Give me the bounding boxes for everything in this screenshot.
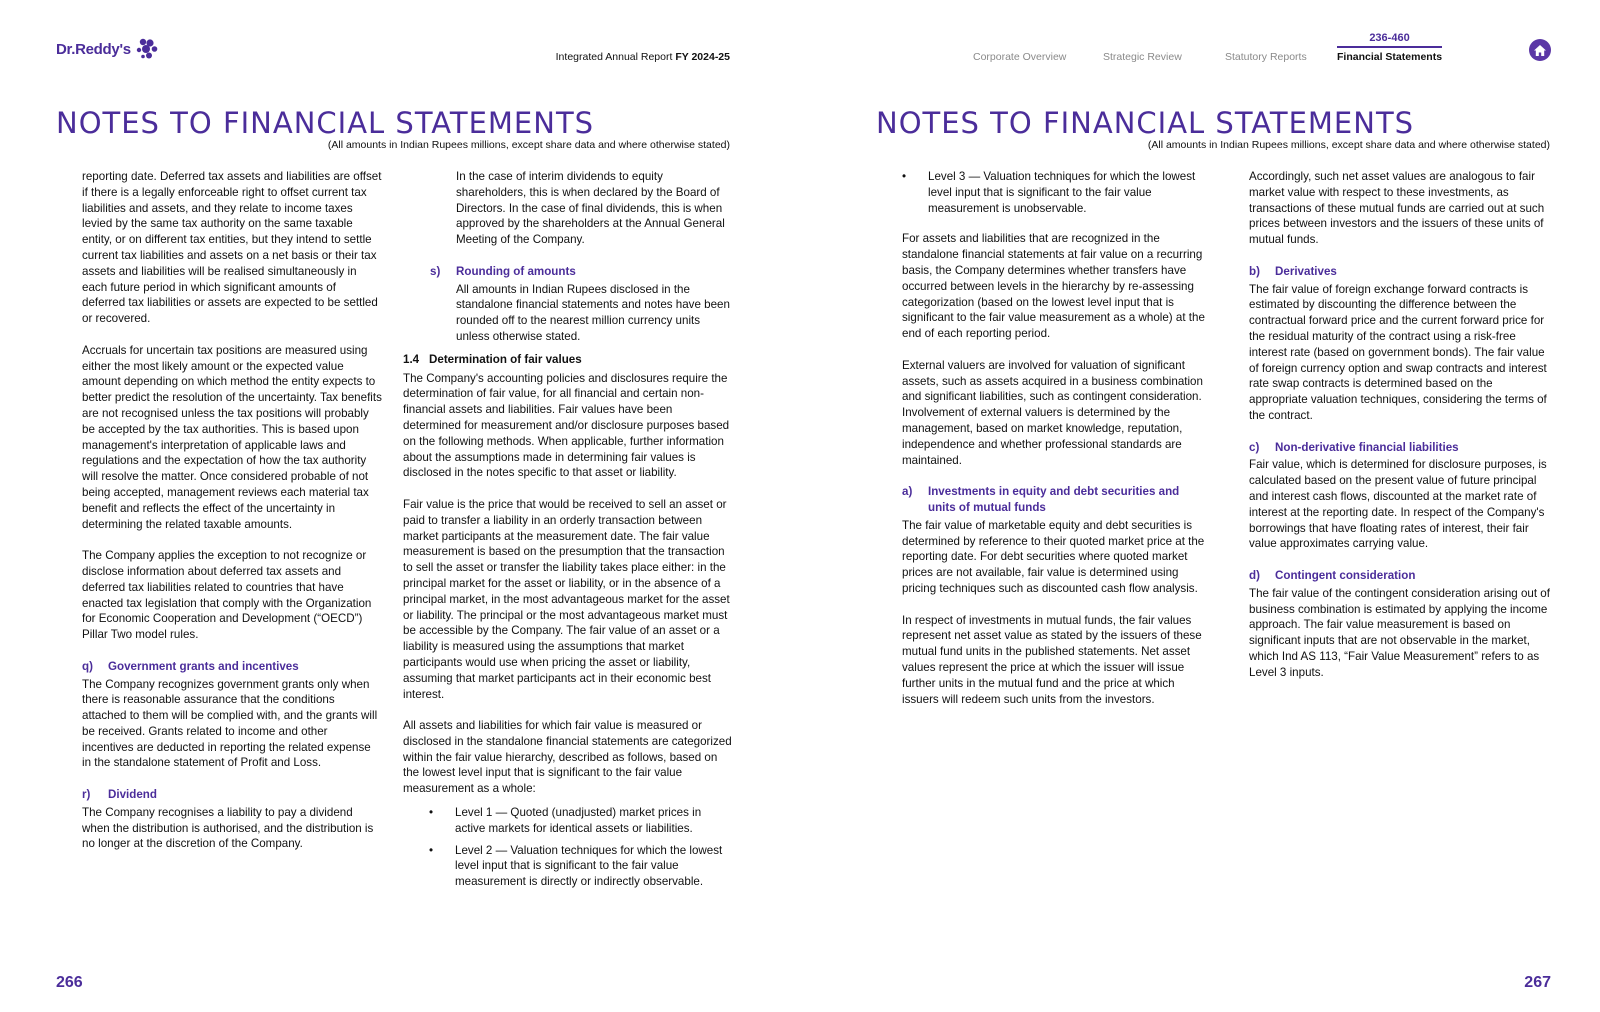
paragraph: Fair value is the price that would be received to sell an asset or paid to transfer a liability in an orderly transaction between market participants at the measurement date. The fair value measurement is based on the presumption that the transaction to sell the asset or transfer the liability takes place either: in the principal market for the asset or liability, or in the absence of a principal market, in the most advantageous market for the asset or liability. The principal or the most advantageous market must be accessible by the Company. The fair value of an asset or a liability is measured using the assumptions that market participants would use when pricing the asset or liability, assuming that market participants act in their economic best interest.: [403, 497, 730, 701]
section-heading-b: b) Derivatives: [1249, 264, 1337, 278]
page-range: 236-460: [1369, 32, 1410, 44]
section-heading-d: d) Contingent consideration: [1249, 568, 1416, 582]
paragraph: The fair value of the contingent consideration arising out of business combination is estimated by applying the income approach. The fair value measurement is based on significant inputs that are not observable in the market, which Ind AS 113, “Fair Value Measurement” refers to as Level 3 inputs.: [1249, 586, 1550, 679]
page-title-left: NOTES TO FINANCIAL STATEMENTS: [56, 106, 595, 140]
nav-strategic-review[interactable]: Strategic Review: [1103, 51, 1182, 63]
amounts-note-right: (All amounts in Indian Rupees millions, except share data and where otherwise stated): [1147, 139, 1550, 151]
right-column-1: [902, 169, 1207, 707]
section-heading-1-4: 1.4 Determination of fair values: [403, 352, 582, 366]
page-title-right: NOTES TO FINANCIAL STATEMENTS: [876, 106, 1415, 140]
nav-statutory-reports[interactable]: Statutory Reports: [1225, 51, 1307, 63]
report-fy: FY 2024-25: [675, 51, 730, 63]
amounts-note-left: (All amounts in Indian Rupees millions, except share data and where otherwise stated): [327, 139, 730, 151]
nav-financial-statements[interactable]: Financial Statements: [1337, 51, 1443, 63]
section-heading-c: c) Non-derivative financial liabilities: [1249, 440, 1459, 454]
paragraph: reporting date. Deferred tax assets and liabilities are offset if there is a legally enforceable right to offset current tax liabilities and assets, and they relate to income taxes levied by the same tax authority on the same taxable entity, or on different tax entities, but they intend to settle current tax liabilities and assets on a net basis or their tax assets and liabilities will be realised simultaneously in each future period in which significant amounts of deferred tax liabilities or assets are expected to be settled or recovered.: [82, 170, 382, 326]
paragraph: In respect of investments in mutual funds, the fair values represent net asset value as stated by the issuers of these mutual fund units in the published statements. Net asset values represent the price at which the issuer will issue further units in the mutual fund and the price at which issuers will redeem such units from the investors.: [902, 613, 1202, 706]
company-logo[interactable]: [56, 38, 158, 60]
paragraph: Accruals for uncertain tax positions are measured using either the most likely amount or the expected value amount depending on which method the entity expects to better predict the resolution of the uncertainty. Tax benefits are not recognised unless the tax positions will probably be accepted by the tax authorities. This is based upon management's interpretation of applicable laws and regulations and the expectation of how the tax authority will resolve the matter. Once considered probable of not being accepted, management reviews each material tax benefit and reflects the effect of the uncertainty in determining the related taxable amounts.: [82, 343, 382, 531]
paragraph: For assets and liabilities that are recognized in the standalone financial statements at fair value on a recurring basis, the Company determines whether transfers have occurred between levels in the hierarchy by re-assessing categorization (based on the lowest level input that is significant to the fair value measurement as a whole) at the end of each reporting period.: [902, 232, 1205, 341]
active-nav-underline: [1337, 46, 1442, 48]
list-item: • Level 2 — Valuation techniques for which the lowest level input that is significant to the fair value measurement is directly or indirectly observable.: [429, 843, 723, 889]
nav-corporate-overview[interactable]: Corporate Overview: [973, 51, 1067, 63]
page-number-left: 266: [56, 974, 83, 991]
paragraph: The Company recognises a liability to pay a dividend when the distribution is authorised, and the distribution is no longer at the discretion of the Company.: [82, 805, 374, 851]
paragraph: All assets and liabilities for which fair value is measured or disclosed in the standalone financial statements are categorized within the fair value hierarchy, described as follows, based on the lowest level input that is significant to the fair value measurement as a whole:: [403, 719, 732, 796]
section-heading-q: q) Government grants and incentives: [82, 659, 299, 673]
paragraph: Accordingly, such net asset values are analogous to fair market value with respect to these investments, as transactions of these mutual funds are carried out at such prices between investors and the issuers of these units of mutual funds.: [1249, 170, 1545, 247]
section-heading-a: a) Investments in equity and debt securities and units of mutual funds: [902, 485, 1180, 514]
paragraph: All amounts in Indian Rupees disclosed in the standalone financial statements and notes have been rounded off to the nearest million currency units unless otherwise stated.: [456, 282, 730, 343]
section-heading-r: r) Dividend: [82, 788, 157, 802]
paragraph: Fair value, which is determined for disclosure purposes, is calculated based on the present value of future principal and interest cash flows, discounted at the market rate of interest at the reporting date. In respect of the Company's borrowings that have floating rates of interest, their fair value approximates carrying value.: [1249, 458, 1547, 551]
paragraph: The Company applies the exception to not recognize or disclose information about deferred tax assets and deferred tax liabilities related to countries that have enacted tax legislation that comply with the Organization for Economic Cooperation and Development (“OECD”) Pillar Two model rules.: [82, 549, 372, 642]
list-item: • Level 3 — Valuation techniques for which the lowest level input that is significant to the fair value measurement is unobservable.: [902, 170, 1196, 215]
logo-molecule-icon: [134, 38, 158, 60]
right-column-2: [1249, 169, 1554, 681]
left-column-2: [403, 169, 733, 896]
paragraph: The fair value of foreign exchange forward contracts is estimated by discounting the difference between the contractual forward price and the current forward price for the residual maturity of the contract using a risk-free interest rate (based on government bonds). The fair value of foreign currency option and swap contracts and interest rate swap contracts is determined based on the appropriate valuation techniques, considering the terms of the contract.: [1249, 282, 1547, 422]
paragraph: The fair value of marketable equity and debt securities is determined by reference to their quoted market price at the reporting date. For debt securities where quoted market prices are not available, fair value is determined using pricing techniques such as discounted cash flow analysis.: [902, 518, 1205, 595]
home-button[interactable]: [1529, 39, 1551, 61]
section-heading-s: s) Rounding of amounts: [430, 264, 576, 278]
paragraph: In the case of interim dividends to equity shareholders, this is when declared by the Board of Directors. In the case of final dividends, this is when approved by the shareholders at the Annual General Meeting of the Company.: [456, 170, 725, 247]
home-icon: [1533, 44, 1547, 57]
report-title: Integrated Annual Report FY 2024-25: [555, 51, 730, 63]
left-column-1: [82, 169, 382, 852]
paragraph: The Company recognizes government grants only when there is reasonable assurance that the conditions attached to them will be complied with, and the grants will be received. Grants related to income and other incentives are deducted in reporting the related expense in the standalone statement of Profit and Loss.: [82, 677, 378, 770]
logo-text: Dr.Reddy's: [56, 40, 131, 58]
list-item: • Level 1 — Quoted (unadjusted) market prices in active markets for identical assets or liabilities.: [429, 806, 702, 835]
page-number-right: 267: [1524, 974, 1551, 991]
paragraph: The Company's accounting policies and disclosures require the determination of fair value, for all financial and certain non-financial assets and liabilities. Fair values have been determined for measurement and/or disclosure purposes based on the following methods. When applicable, further information about the assumptions made in determining fair values is disclosed in the notes specific to that asset or liability.: [403, 371, 730, 480]
paragraph: External valuers are involved for valuation of significant assets, such as assets acquired in a business combination and significant liabilities, such as contingent consideration. Involvement of external valuers is determined by the management, based on market knowledge, reputation, independence and whether professional standards are maintained.: [902, 358, 1203, 467]
